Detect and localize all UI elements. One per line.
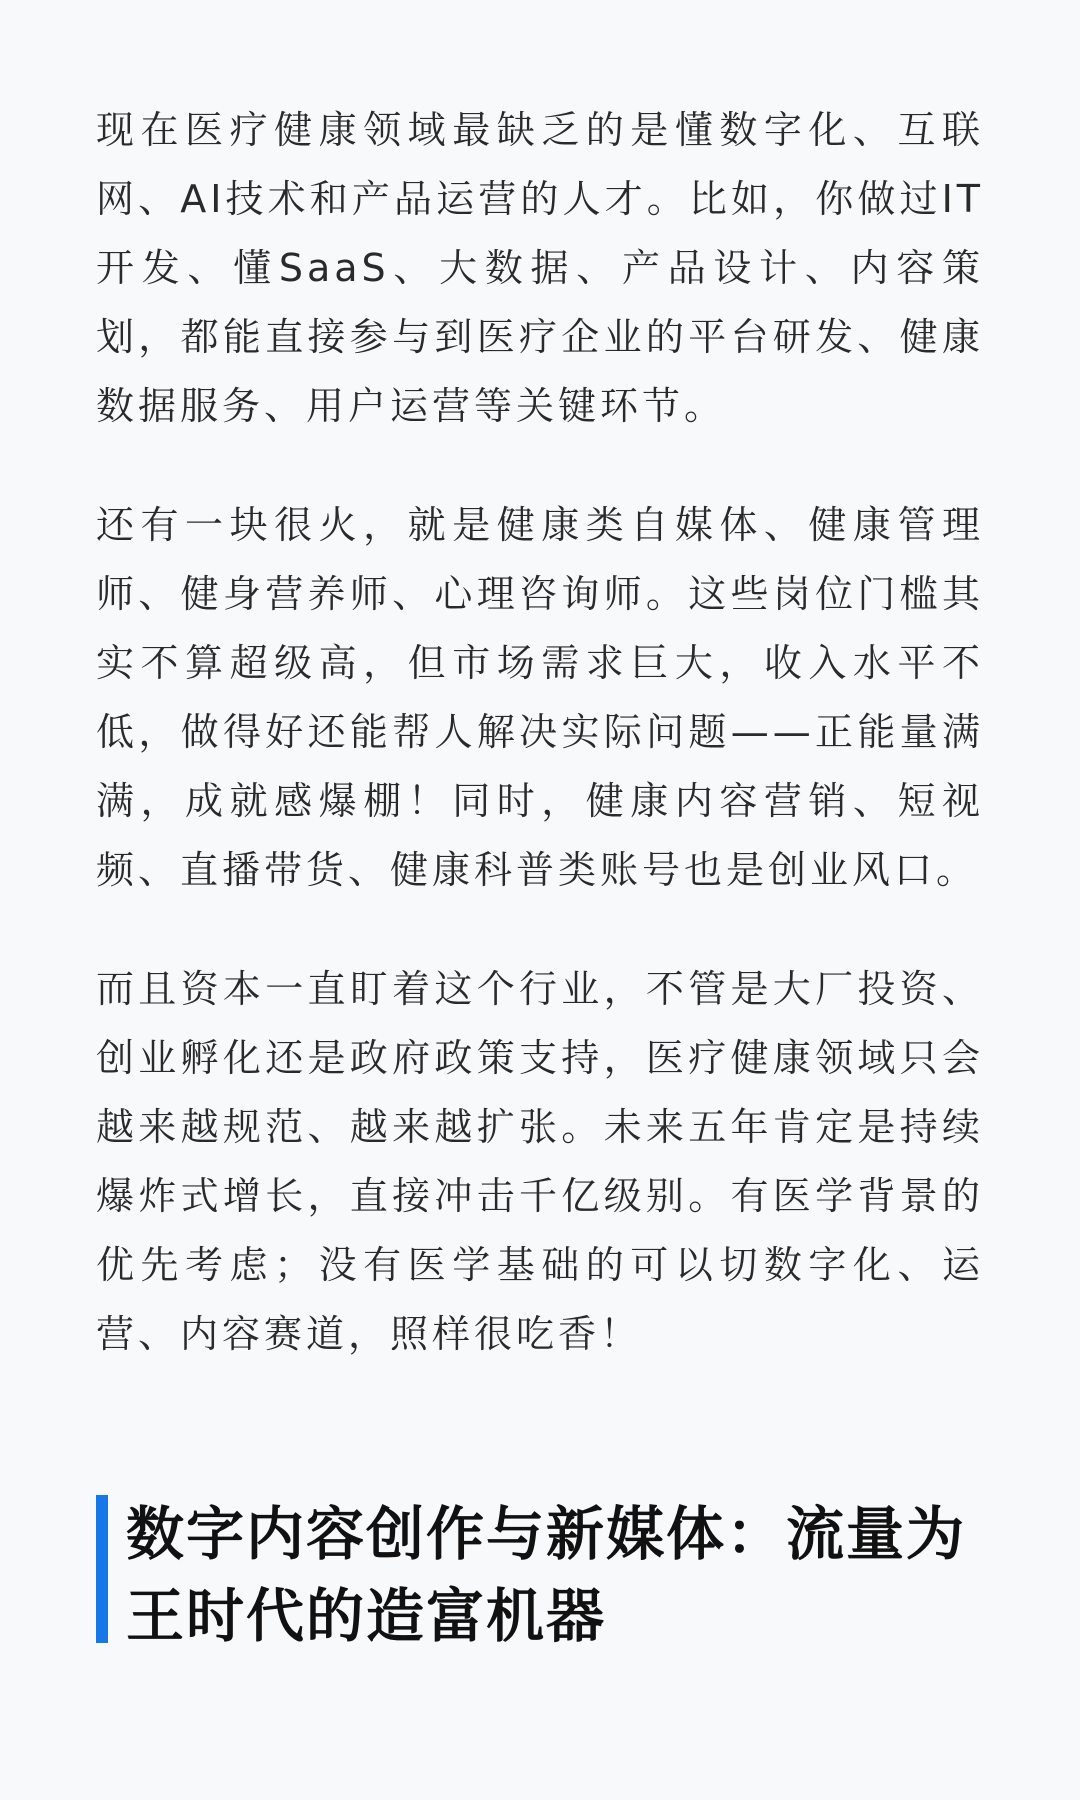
- paragraph-health-media-jobs: 还有一块很火，就是健康类自媒体、健康管理师、健身营养师、心理咨询师。这些岗位门槛其实不算超级高，但市场需求巨大，收入水平不低，做得好还能帮人解决实际问题——正能量满满，成就感爆棚！同时，健康内容营销、短视频、直播带货、健康科普类账号也是创业风口。: [96, 503, 984, 892]
- section-heading: [96, 1493, 984, 1657]
- heading-accent-bar: [96, 1495, 108, 1643]
- paragraph-talent-demand: 现在医疗健康领域最缺乏的是懂数字化、互联网、AI技术和产品运营的人才。比如，你做过IT开发、懂SaaS、大数据、产品设计、内容策划，都能直接参与到医疗企业的平台研发、健康数据服务、用户运营等关键环节。: [96, 108, 984, 428]
- section-heading-text: 数字内容创作与新媒体：流量为王时代的造富机器: [126, 1500, 967, 1650]
- paragraph-industry-growth: 而且资本一直盯着这个行业，不管是大厂投资、创业孵化还是政府政策支持，医疗健康领域只会越来越规范、越来越扩张。未来五年肯定是持续爆炸式增长，直接冲击千亿级别。有医学背景的优先考虑；没有医学基础的可以切数字化、运营、内容赛道，照样很吃香！: [96, 967, 984, 1356]
